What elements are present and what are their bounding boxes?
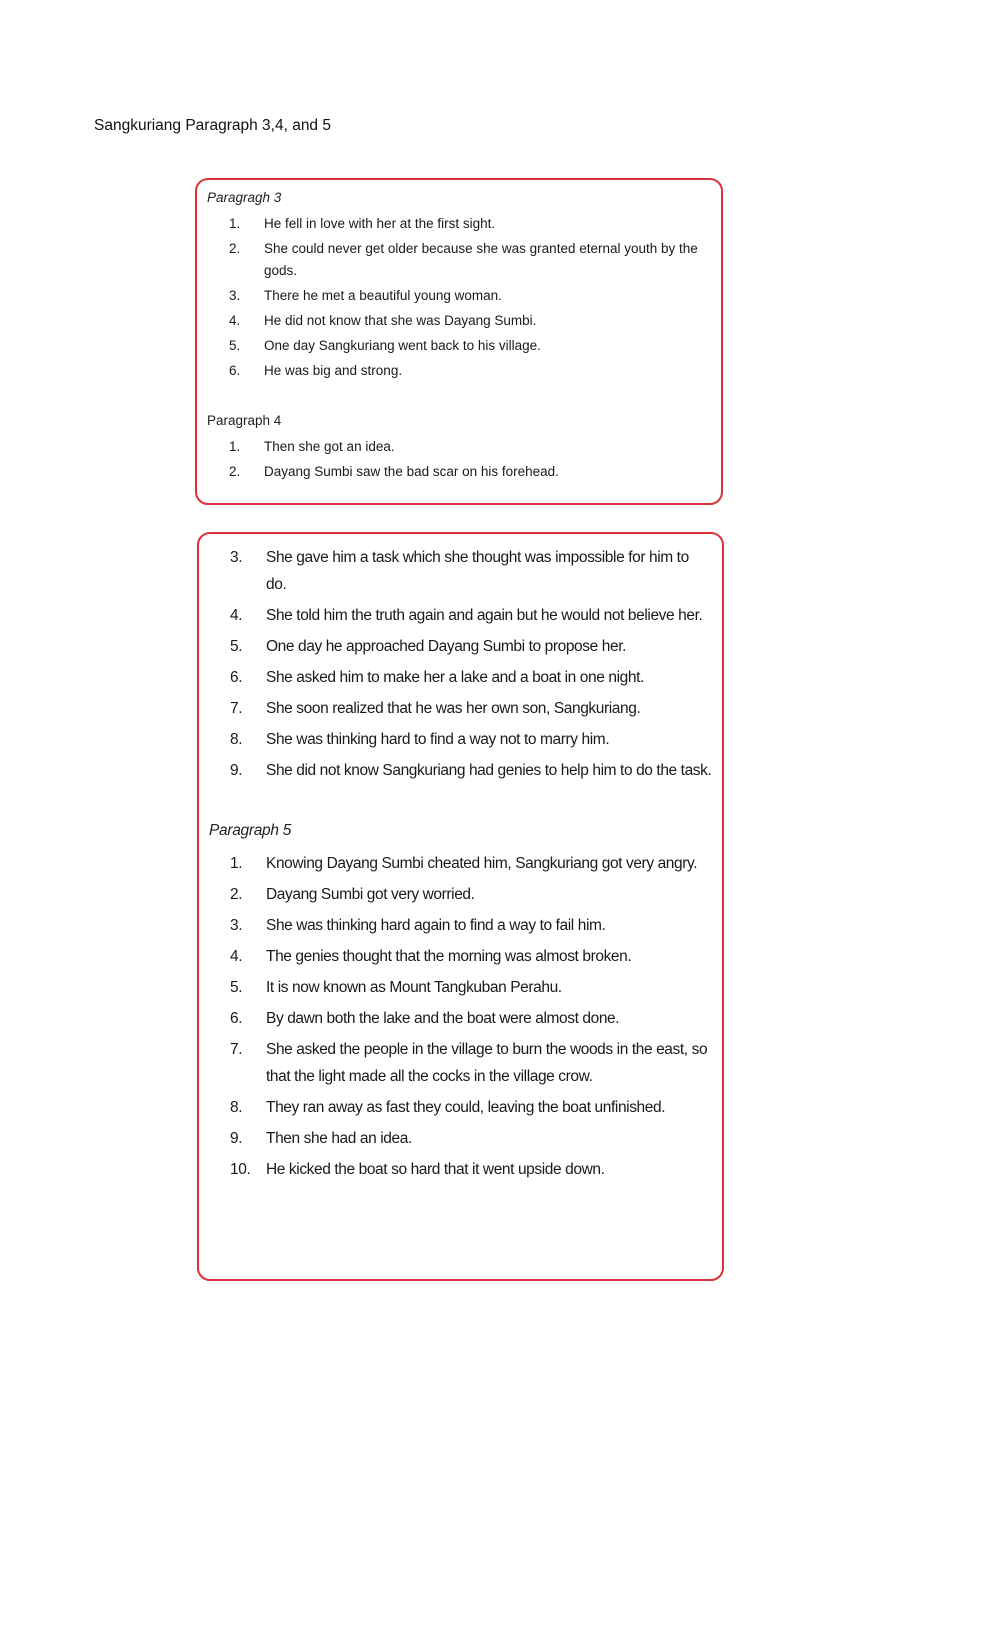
list-item: 6. He was big and strong.: [229, 363, 403, 378]
list-item: 7. She soon realized that he was her own son, Sangkuriang.: [230, 700, 641, 717]
paragraph-3-4-box: [195, 178, 723, 505]
list-item: 2. Dayang Sumbi saw the bad scar on his forehead.: [229, 464, 559, 479]
list-item: 3. There he met a beautiful young woman.: [229, 288, 502, 303]
list-item: 4. She told him the truth again and again but he would not believe her.: [230, 607, 703, 624]
list-item: 2. She could never get older because she was granted eternal youth by the gods.: [229, 241, 698, 278]
list-item: 2. Dayang Sumbi got very worried.: [230, 886, 475, 903]
list-item: 6. By dawn both the lake and the boat were almost done.: [230, 1010, 620, 1027]
list-item: 5. One day Sangkuriang went back to his village.: [229, 338, 541, 353]
paragraph-5-heading: Paragraph 5: [209, 822, 292, 839]
list-item: 3. She was thinking hard again to find a way to fail him.: [230, 917, 606, 934]
paragraph-5-list: [209, 850, 712, 1183]
paragraph-3-heading: Paragragh 3: [207, 190, 282, 205]
list-item: 8. She was thinking hard to find a way not to marry him.: [230, 731, 610, 748]
list-item: 1. Then she got an idea.: [229, 439, 395, 454]
list-item: 4. He did not know that she was Dayang Sumbi.: [229, 313, 537, 328]
list-item: 4. The genies thought that the morning was almost broken.: [230, 948, 632, 965]
paragraph-4-heading: Paragraph 4: [207, 413, 282, 428]
list-item: 10. He kicked the boat so hard that it went upside down.: [230, 1161, 605, 1178]
list-item: 1. He fell in love with her at the first sight.: [229, 216, 496, 231]
list-item: 8. They ran away as fast they could, leaving the boat unfinished.: [230, 1099, 666, 1116]
paragraph-4-continued-list: [209, 544, 712, 784]
list-item: 5. It is now known as Mount Tangkuban Perahu.: [230, 979, 562, 996]
list-item: 9. Then she had an idea.: [230, 1130, 412, 1147]
list-item: 6. She asked him to make her a lake and a boat in one night.: [230, 669, 644, 686]
paragraph-4-5-box: [197, 532, 724, 1281]
list-item: 5. One day he approached Dayang Sumbi to propose her.: [230, 638, 627, 655]
list-item: 1. Knowing Dayang Sumbi cheated him, Sangkuriang got very angry.: [230, 855, 698, 872]
list-item: 9. She did not know Sangkuriang had genies to help him to do the task.: [230, 762, 712, 779]
list-item: 7. She asked the people in the village to burn the woods in the east, so that the light made all the cocks in the village crow.: [230, 1041, 708, 1085]
page-title: Sangkuriang Paragraph 3,4, and 5: [94, 117, 331, 134]
paragraph-3-list: [207, 213, 711, 382]
list-item: 3. She gave him a task which she thought was impossible for him to do.: [230, 549, 689, 593]
paragraph-4-list: [207, 436, 711, 483]
